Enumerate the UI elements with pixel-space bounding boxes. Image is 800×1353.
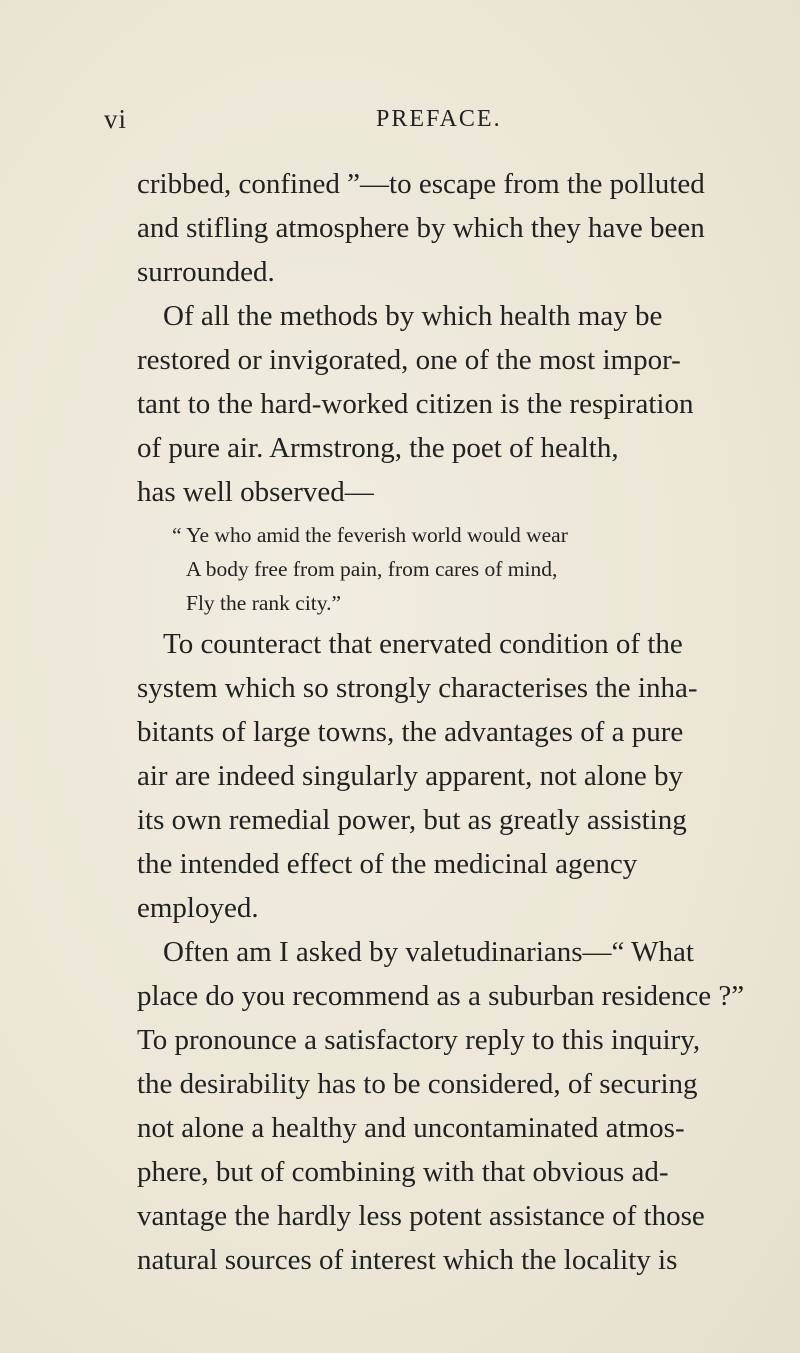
text-line: To counteract that enervated condition of the [163, 628, 683, 660]
text-line: place do you recommend as a suburban residence ?” [137, 980, 745, 1012]
text-line: system which so strongly characterises the inha- [137, 672, 698, 704]
text-line: has well observed— [137, 476, 374, 508]
text-line: the desirability has to be considered, of securing [137, 1068, 698, 1100]
text-line: tant to the hard-worked citizen is the respiration [137, 388, 694, 420]
text-line: air are indeed singularly apparent, not alone by [137, 760, 683, 792]
text-line: employed. [137, 892, 259, 924]
text-line: cribbed, confined ”—to escape from the polluted [137, 168, 705, 200]
text-line: vantage the hardly less potent assistance of those [137, 1200, 705, 1232]
text-line: Often am I asked by valetudinarians—“ What [163, 936, 694, 968]
text-line: phere, but of combining with that obvious ad- [137, 1156, 669, 1188]
text-line: Of all the methods by which health may be [163, 300, 663, 332]
text-line: restored or invigorated, one of the most impor- [137, 344, 681, 376]
text-line: the intended effect of the medicinal agency [137, 848, 638, 880]
text-line: natural sources of interest which the locality is [137, 1244, 678, 1276]
verse-line: “ Ye who amid the feverish world would wear [172, 523, 568, 547]
text-line: To pronounce a satisfactory reply to this inquiry, [137, 1024, 701, 1056]
text-line: and stifling atmosphere by which they have been [137, 212, 705, 244]
verse-line: A body free from pain, from cares of mind, [186, 557, 558, 581]
text-line: its own remedial power, but as greatly assisting [137, 804, 687, 836]
text-line: surrounded. [137, 256, 275, 288]
verse-line: Fly the rank city.” [186, 591, 342, 615]
page-number: vi [104, 104, 128, 134]
text-line: of pure air. Armstrong, the poet of health, [137, 432, 619, 464]
page-header [104, 104, 800, 140]
text-line: bitants of large towns, the advantages of a pure [137, 716, 684, 748]
running-title: PREFACE. [376, 106, 502, 132]
text-line: not alone a healthy and uncontaminated atmos- [137, 1112, 685, 1144]
